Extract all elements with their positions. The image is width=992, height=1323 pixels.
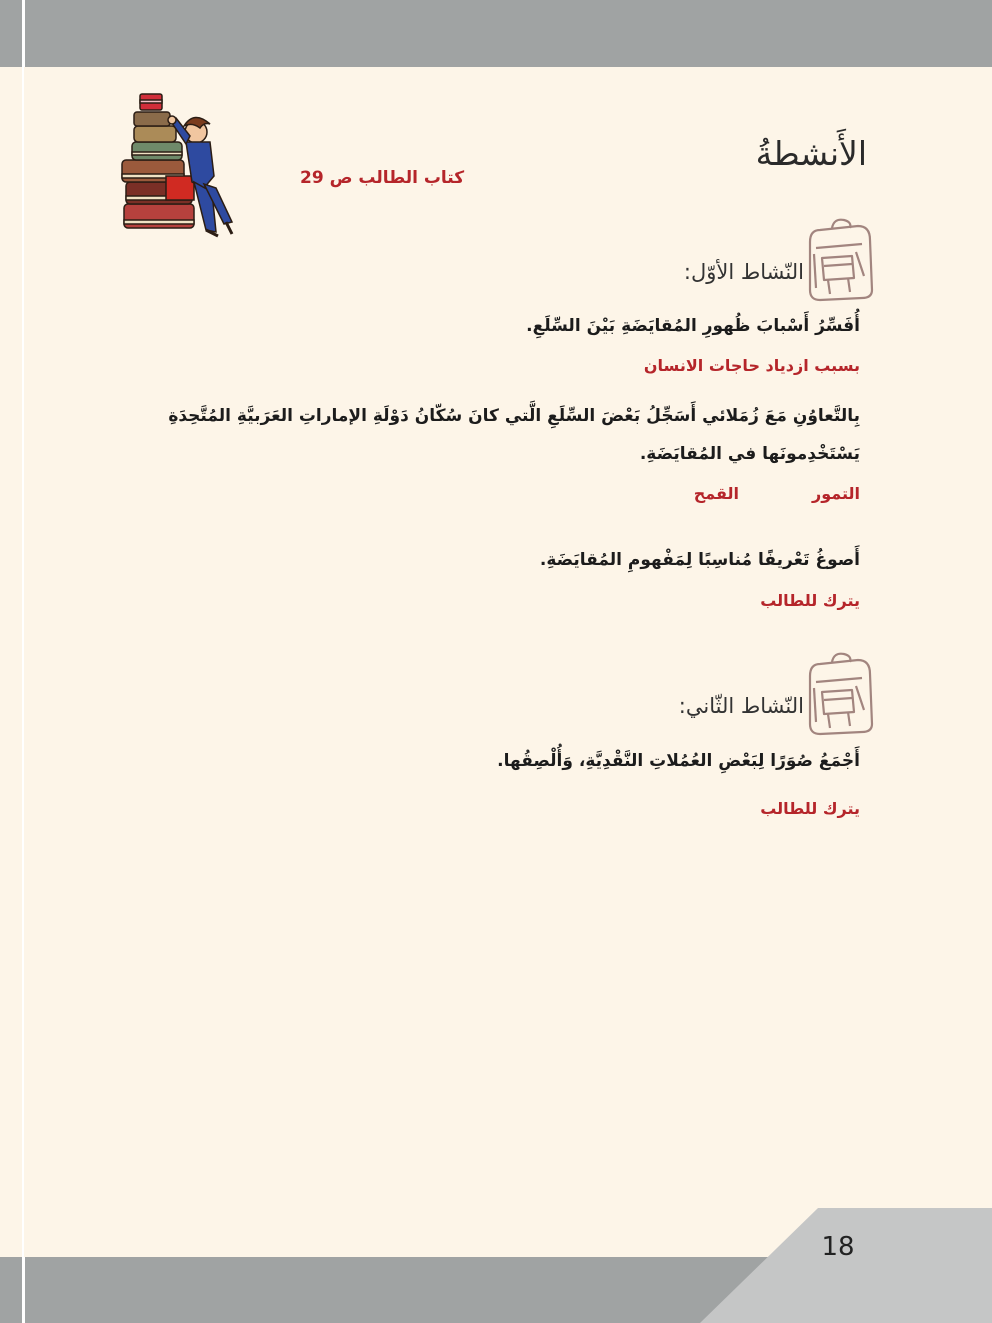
activity-1-question-2-line-2: يَسْتَخْدِمونَها في المُقايَضَةِ. xyxy=(639,444,860,464)
activity-2-answer-1: يترك للطالب xyxy=(760,799,860,818)
top-band xyxy=(0,0,992,67)
activity-1-answer-2-item-2: القمح xyxy=(693,484,739,503)
activity-1-question-1: أُفَسِّرُ أَسْبابَ ظُهورِ المُقايَضَةِ بَيْنَ السِّلَعِ. xyxy=(526,316,860,336)
page-title: الأَنشطةُ xyxy=(755,134,867,173)
activity-1-question-2-line-1: بِالتَّعاوُنِ مَعَ زُمَلائي أَسَجِّلُ بَعْضَ السِّلَعِ الَّتي كانَ سُكّانُ دَوْلَةِ الإماراتِ العَرَبيَّةِ المُتَّحِدَةِ xyxy=(168,406,860,426)
activity-2-question-1: أَجْمَعُ صُوَرًا لِبَعْضِ العُمُلاتِ النَّقْدِيَّةِ، وَأُلْصِقُها. xyxy=(497,751,860,771)
activity-1-answer-3: يترك للطالب xyxy=(760,591,860,610)
activity-1-label: النّشاط الأوّل: xyxy=(683,260,804,284)
boy-with-books-illustration xyxy=(120,92,236,240)
activity-2-label: النّشاط الثّاني: xyxy=(678,694,804,718)
activity-1-answer-2-item-1: التمور xyxy=(812,484,860,503)
book-reference: كتاب الطالب ص 29 xyxy=(300,168,465,188)
bottom-band-stripe xyxy=(22,1257,25,1323)
backpack-icon xyxy=(804,218,874,302)
backpack-icon xyxy=(804,652,874,736)
left-margin-line xyxy=(22,67,24,1257)
page-number: 18 xyxy=(821,1232,855,1262)
page-number-corner xyxy=(700,1208,992,1323)
activity-1-answer-1: بسبب ازدياد حاجات الانسان xyxy=(643,356,860,375)
activity-1-question-3: أَصوغُ تَعْريفًا مُناسِبًا لِمَفْهومِ المُقايَضَةِ. xyxy=(539,550,860,570)
top-band-stripe xyxy=(22,0,25,67)
